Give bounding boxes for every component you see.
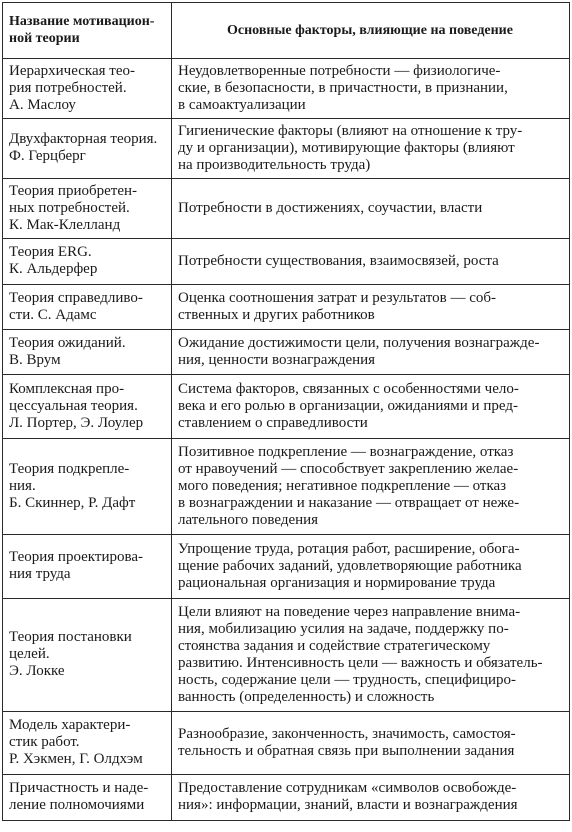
factors-cell: Неудовлетворенные потребности — физиологиче- ские, в безопасности, в причастности, в признании, в самоактуализации (172, 59, 570, 119)
table-row (3, 712, 570, 775)
factors-cell: Оценка соотношения затрат и результатов — соб- ственных и других работников (172, 285, 570, 330)
table-row (3, 179, 570, 239)
table-row (3, 535, 570, 599)
theory-name-cell: Теория постановки целей. Э. Локке (3, 599, 172, 712)
factors-cell: Позитивное подкрепление — вознаграждение, отказ от нравоучений — способствует закреплению желае- мого поведения; негативное подкрепление — отказ в вознаграждении и наказание — отвращает от неже- лательного поведения (172, 439, 570, 535)
table-row (3, 285, 570, 330)
header-theory-name: Название мотивацион- ной теории (3, 3, 172, 59)
factors-cell: Гигиенические факторы (влияют на отношение к тру- ду и организации), мотивирующие факторы (влияют на производительность труда) (172, 119, 570, 179)
theory-name-cell: Теория приобретен- ных потребностей. К. Мак-Клелланд (3, 179, 172, 239)
table-row (3, 59, 570, 119)
header-row (3, 3, 570, 59)
factors-cell: Ожидание достижимости цели, получения вознагражде- ния, ценности вознаграждения (172, 330, 570, 375)
header-main-factors: Основные факторы, влияющие на поведение (172, 3, 570, 59)
table-row (3, 330, 570, 375)
theory-name-cell: Теория справедливо- сти. С. Адамс (3, 285, 172, 330)
factors-cell: Потребности в достижениях, соучастии, власти (172, 179, 570, 239)
factors-cell: Упрощение труда, ротация работ, расширение, обога- щение рабочих заданий, удовлетворяющие работника рациональная организация и нормирование труда (172, 535, 570, 599)
table-row (3, 439, 570, 535)
table-row (3, 375, 570, 439)
theory-name-cell: Комплексная про- цессуальная теория. Л. Портер, Э. Лоулер (3, 375, 172, 439)
table-body (3, 59, 570, 821)
factors-cell: Система факторов, связанных с особенностями чело- века и его ролью в организации, ожиданиями и пред- ставлением о справедливости (172, 375, 570, 439)
factors-cell: Предоставление сотрудникам «символов освобожде- ния»: информации, знаний, власти и вознаграждения (172, 775, 570, 821)
factors-cell: Потребности существования, взаимосвязей, роста (172, 239, 570, 285)
theory-name-cell: Причастность и наде- ление полномочиями (3, 775, 172, 821)
table-row (3, 599, 570, 712)
theory-name-cell: Двухфакторная теория. Ф. Герцберг (3, 119, 172, 179)
table-row (3, 239, 570, 285)
factors-cell: Разнообразие, законченность, значимость, самостоя- тельность и обратная связь при выполнении задания (172, 712, 570, 775)
theory-name-cell: Теория подкрепле- ния. Б. Скиннер, Р. Дафт (3, 439, 172, 535)
theory-name-cell: Теория проектирова- ния труда (3, 535, 172, 599)
theory-name-cell: Иерархическая тео- рия потребностей. А. Маслоу (3, 59, 172, 119)
table-row (3, 775, 570, 821)
table-row (3, 119, 570, 179)
motivation-theories-table (2, 2, 570, 821)
factors-cell: Цели влияют на поведение через направление внима- ния, мобилизацию усилия на задаче, поддержку по- стоянства задания и содействие стратегическому развитию. Интенсивность цели — важность и обязатель- ность, содержание цели — трудность, специфициро- ванность (определенность) и сложность (172, 599, 570, 712)
theory-name-cell: Модель характери- стик работ. Р. Хэкмен, Г. Олдхэм (3, 712, 172, 775)
theory-name-cell: Теория ожиданий. В. Врум (3, 330, 172, 375)
theory-name-cell: Теория ERG. К. Альдерфер (3, 239, 172, 285)
